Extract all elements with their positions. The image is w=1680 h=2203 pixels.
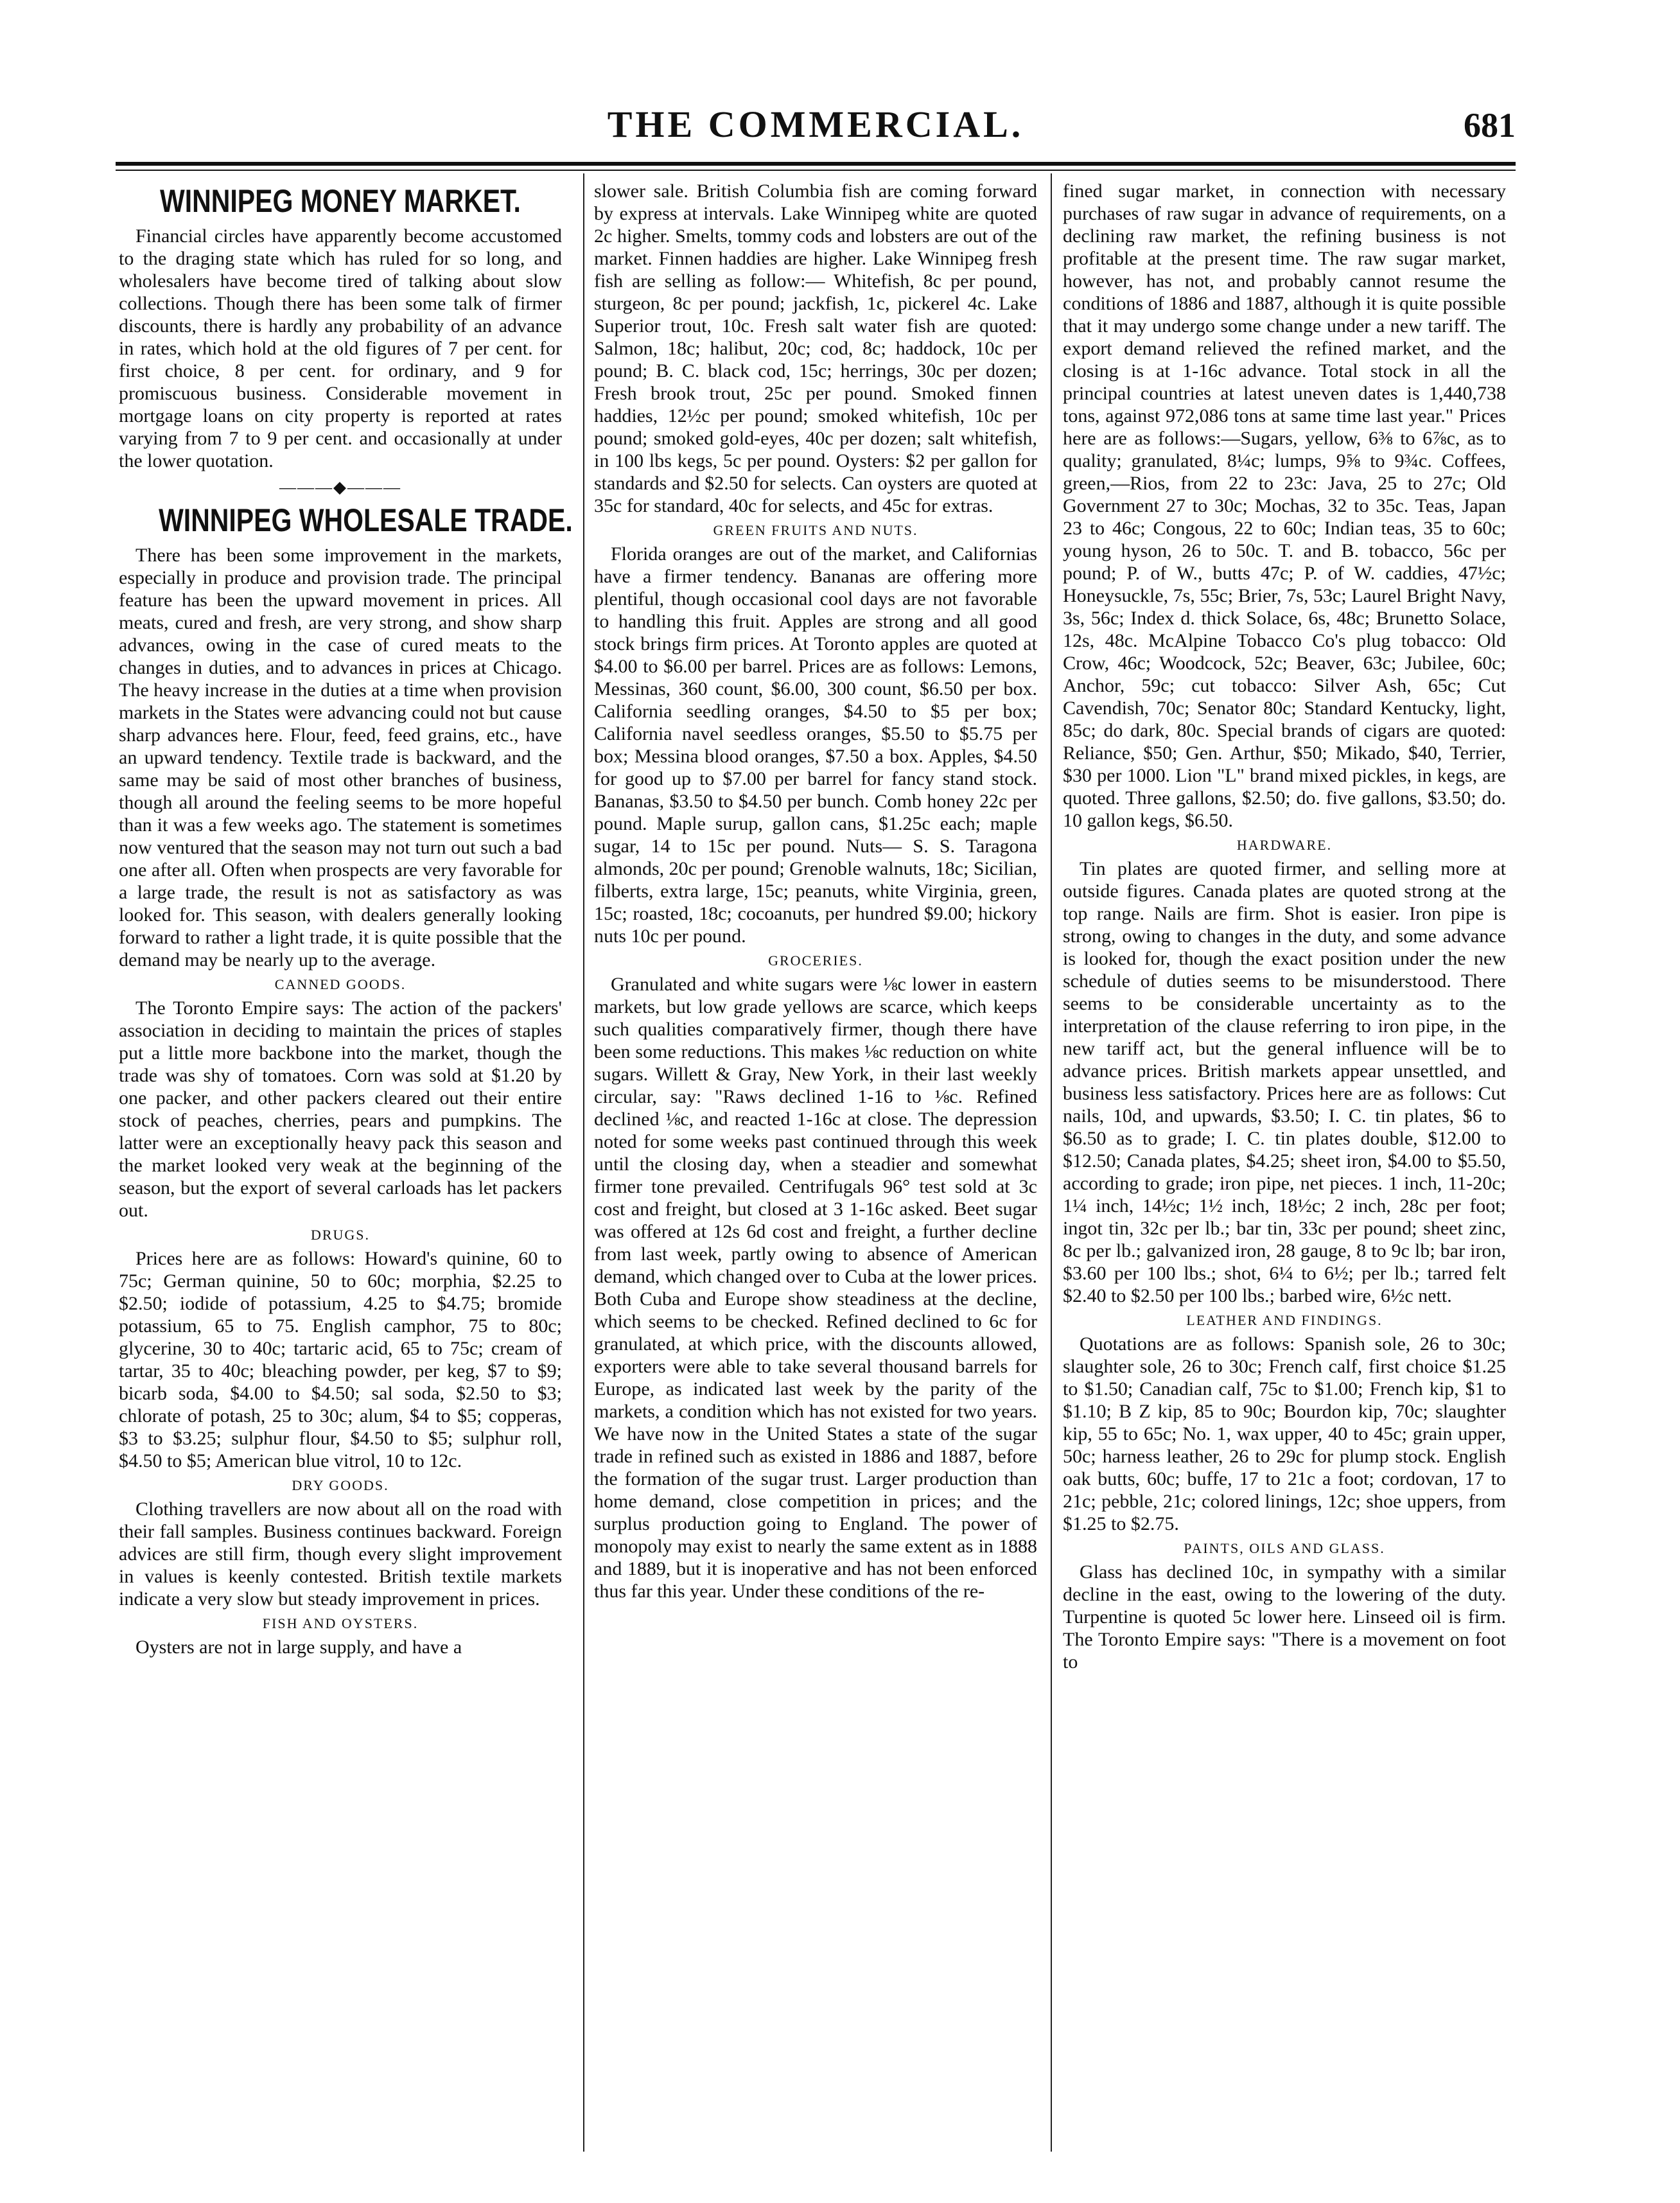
drugs-text: Prices here are as follows: Howard's quinine, 60 to 75c; German quinine, 50 to 60c; morphia, $2.25 to $2.50; iodide of potassium, 4.25 to $4.75; bromide potassium, 65 to 75. English camphor, 75 to 80c; glycerine, 30 to 40c; tartaric acid, 65 to 75c; cream of tartar, 35 to 40c; bleaching powder, per keg, $7 to $9; bicarb soda, $4.00 to $4.50; sal soda, $2.50 to $3; chlorate of potash, 25 to 30c; alum, $4 to $5; copperas, $3 to $3.25; sulphur flour, $4.50 to $5; sulphur roll, $4.50 to $5; American blue vitrol, 10 to 12c. — [119, 1248, 562, 1471]
green-fruits-text: Florida oranges are out of the market, and Californias have a firmer tendency. Bananas are offering more plentiful, though occasional cool days are not favorable to handling this fruit. Apples are strong and all good stock brings firm prices. At Toronto apples are quoted at $4.00 to $6.00 per barrel. Prices are as follows: Lemons, Messinas, 360 count, $6.00, 300 count, $6.50 per box. California seedling oranges, $4.50 to $5 per box; California navel seedless oranges, $5.50 to $5.75 per box; Messina blood oranges, $7.50 a box. Apples, $4.50 for good up to $7.00 per barrel for fancy stand stock. Bananas, $3.50 to $4.50 per bunch. Comb honey 22c per pound. Maple surup, gallon cans, $1.25c each; maple sugar, 14 to 15c per pound. Nuts— S. S. Taragona almonds, 20c per pound; Grenoble walnuts, 18c; Sicilian, filberts, extra large, 15c; peanuts, white Virginia, green, 15c; roasted, 18c; cocoanuts, per hundred $9.00; hickory nuts 10c per pound. — [594, 543, 1037, 947]
groceries-text: Granulated and white sugars were ⅛c lower in eastern markets, but low grade yellows are scarce, which keeps such qualities comparatively firmer, though there have been some reductions. This makes ⅛c reduction on white sugars. Willett & Gray, New York, in their last weekly circular, say: "Raws declined 1-16 to ⅛c. Refined declined ⅛c, and reacted 1-16c at close. The depression noted for some weeks past continued through this week until the closing day, when a steadier and somewhat firmer tone prevailed. Centrifugals 96° test sold at 3c cost and freight, but closed at 3 1-16c asked. Beet sugar was offered at 12s 6d cost and freight, a further decline from last week, partly owing to absence of American demand, which changed over to Cuba at the lower prices. Both Cuba and Europe show steadiness at the decline, which seems to be checked. Refined declined to 6c for granulated, at which price, with the discounts allowed, exporters were able to take several thousand barrels for Europe, as indicated last week by the parity of the markets, a condition which has not existed for two years. We have now in the United States a state of the sugar trade in refined such as existed in 1886 and 1887, before the formation of the sugar trust. Larger production than home demand, close competition in prices; and the surplus production going to England. The power of monopoly may exist to nearly the same extent as in 1888 and 1889, but it is inoperative and has not been enforced thus far this year. Under these conditions of the re- — [594, 974, 1037, 1602]
wholesale-trade-heading: WINNIPEG WHOLESALE TRADE. — [159, 502, 573, 538]
column-2 — [594, 180, 1037, 1602]
column-1 — [119, 180, 573, 1658]
page-number: 681 — [1464, 106, 1516, 145]
masthead — [116, 103, 1516, 154]
paints-oils-glass-heading: PAINTS, OILS AND GLASS. — [1184, 1540, 1385, 1556]
column-3 — [1063, 180, 1506, 1673]
column-divider-1 — [583, 173, 584, 2152]
newspaper-title: THE COMMERCIAL. — [607, 103, 1024, 145]
section-ornament: ———◆——— — [279, 478, 401, 496]
hardware-text: Tin plates are quoted firmer, and selling more at outside figures. Canada plates are quoted strong at the top range. Nails are firm. Shot is easier. Iron pipe is strong, owing to changes in the duty, and some advance is looked for, though the exact position under the new schedule of duties seems to be misunderstood. There seems to be considerable uncertainty as to the interpretation of the clause referring to iron pipe, in the new tariff act, but the general influence will be to advance prices. British markets appear unsettled, and business less satisfactory. Prices here are as follows: Cut nails, 10d, and upwards, $3.50; I. C. tin plates, $6 to $6.50 as to grade; I. C. tin plates double, $12.00 to $12.50; Canada plates, $4.25; sheet iron, $4.00 to $5.50, according to grade; iron pipe, net pieces. 1 inch, 11-20c; 1¼ inch, 14½c; 1½ inch, 18½c; 2 inch, 28c per foot; ingot tin, 32c per lb.; bar tin, 33c per pound; sheet zinc, 8c per lb.; galvanized iron, 28 gauge, 8 to 9c lb; bar iron, $3.60 per 100 lbs.; shot, 6¼ to 6½; per lb.; tarred felt $2.40 to $2.50 per 100 lbs.; barbed wire, 6½c nett. — [1063, 858, 1506, 1306]
canned-goods-text: The Toronto Empire says: The action of the packers' association in deciding to maintain the prices of staples put a little more backbone into the market, though the trade was shy of tomatoes. Corn was sold at $1.20 by one packer, and other packers cleared out their entire stock of peaches, cherries, pears and pumpkins. The latter were an exceptionally heavy pack this season and the market looked very weak at the beginning of the season, but the export of several carloads has let packers out. — [119, 997, 562, 1221]
column-divider-2 — [1051, 173, 1052, 2152]
leather-text: Quotations are as follows: Spanish sole, 26 to 30c; slaughter sole, 26 to 30c; French calf, first choice $1.25 to $1.50; Canadian calf, 75c to $1.00; French kip, $1 to $1.10; B Z kip, 85 to 90c; Bourdon kip, 70c; slaughter kip, 55 to 65c; No. 1, wax upper, 40 to 45c; grain upper, 50c; harness leather, 26 to 29c for plump stock. English oak butts, 60c; buffe, 17 to 21c a foot; cordovan, 17 to 21c; pebble, 21c; colored linings, 12c; shoe uppers, from $1.25 to $2.75. — [1063, 1333, 1506, 1534]
header-rule-thick — [116, 162, 1516, 166]
hardware-heading: HARDWARE. — [1236, 837, 1333, 853]
green-fruits-heading: GREEN FRUITS AND NUTS. — [713, 522, 918, 538]
paints-oils-glass-text: Glass has declined 10c, in sympathy with a similar decline in the east, owing to the lowering of the duty. Turpentine is quoted 5c lower here. Linseed oil is firm. The Toronto Empire says: "There is a movement on foot to — [1063, 1561, 1506, 1672]
groceries-heading: GROCERIES. — [768, 952, 863, 969]
dry-goods-heading: DRY GOODS. — [292, 1477, 389, 1493]
header-rule-thin — [116, 170, 1516, 171]
groceries-continued: fined sugar market, in connection with necessary purchases of raw sugar in advance of requirements, on a declining raw market, the refining business is not profitable at the present time. The raw sugar market, however, has not, and probably cannot resume the conditions of 1886 and 1887, although it is quite possible that it may undergo some change under a new tariff. The export demand relieved the refined market, and the closing is at 1-16c advance. Total stock in all the principal countries at latest uneven dates is 1,440,738 tons, against 972,086 tons at same time last year." Prices here are as follows:—Sugars, yellow, 6⅜ to 6⅞c, as to quality; granulated, 8¼c; lumps, 9⅝ to 9¾c. Coffees, green,—Rios, from 22 to 23c: Java, 25 to 27c; Old Government 27 to 30c; Mochas, 32 to 35c. Teas, Japan 23 to 46c; Congous, 22 to 60c; Indian teas, 35 to 60c; young hyson, 26 to 50c. T. and B. tobacco, 56c per pound; P. of W., butts 47c; P. of W. caddies, 47½c; Honeysuckle, 7s, 55c; Brier, 7s, 53c; Laurel Bright Navy, 3s, 56c; Index d. thick Solace, 6s, 48c; Brunetto Solace, 12s, 48c. McAlpine Tobacco Co's plug tobacco: Old Crow, 46c; Woodcock, 52c; Beaver, 63c; Jubilee, 60c; Anchor, 59c; cut tobacco: Silver Ash, 65c; Cut Cavendish, 70c; Senator 80c; Standard Kentucky, light, 85c; do dark, 80c. Special brands of cigars are quoted: Reliance, $50; Gen. Arthur, $50; Mikado, $40, Terrier, $30 per 1000. Lion "L" brand mixed pickles, in kegs, are quoted. Three gallons, $2.50; do. five gallons, $3.50; do. 10 gallon kegs, $6.50. — [1063, 180, 1506, 831]
fish-oysters-continued: slower sale. British Columbia fish are coming forward by express at intervals. Lake Winnipeg white are quoted 2c higher. Smelts, tommy cods and lobsters are out of the market. Finnen haddies are higher. Lake Winnipeg fresh fish are selling as follow:— Whitefish, 8c per pound, sturgeon, 8c per pound; jackfish, 1c, pickerel 4c. Lake Superior trout, 10c. Fresh salt water fish are quoted: Salmon, 18c; halibut, 20c; cod, 8c; haddock, 10c per pound; B. C. black cod, 15c; herrings, 30c per dozen; Fresh brook trout, 25c per pound. Smoked finnen haddies, 12½c per pound; smoked whitefish, 10c per pound; smoked gold-eyes, 40c per dozen; salt whitefish, in 100 lbs kegs, 5c per pound. Oysters: $2 per gallon for standards and $2.50 for selects. Can oysters are quoted at 35c for standard, 40c for selects, and 45c for extras. — [594, 180, 1037, 516]
money-market-text: Financial circles have apparently become accustomed to the draging state which has ruled for so long, and wholesalers have become tired of talking about slow collections. Though there has been some talk of firmer discounts, there is hardly any probability of an advance in rates, which hold at the old figures of 7 per cent. for first choice, 8 per cent. for ordinary, and 9 for promiscuous business. Considerable movement in mortgage loans on city property is reported at rates varying from 7 to 9 per cent. and occasionally at under the lower quotation. — [119, 225, 562, 471]
canned-goods-heading: CANNED GOODS. — [274, 976, 407, 992]
money-market-heading: WINNIPEG MONEY MARKET. — [160, 183, 521, 219]
fish-oysters-text: Oysters are not in large supply, and have a — [136, 1637, 462, 1658]
wholesale-trade-text: There has been some improvement in the markets, especially in produce and provision trade. The principal feature has been the upward movement in prices. All meats, cured and fresh, are very strong, and show sharp advances, owing in the case of cured meats to the changes in duties, and to advances in prices at Chicago. The heavy increase in the duties at a time when provision markets in the States were advancing could not but cause sharp advances here. Flour, feed, feed grains, etc., have an upward tendency. Textile trade is backward, and the same may be said of most other branches of business, though all around the feeling seems to be more hopeful than it was a few weeks ago. The statement is sometimes now ventured that the season may not turn out such a bad one after all. Often when prospects are very favorable for a large trade, the result is not as satisfactory as was looked for. This season, with dealers generally looking forward to rather a light trade, it is quite possible that the demand may be nearly up to the average. — [119, 545, 562, 970]
fish-oysters-heading: FISH AND OYSTERS. — [262, 1615, 419, 1631]
drugs-heading: DRUGS. — [310, 1227, 371, 1243]
dry-goods-text: Clothing travellers are now about all on the road with their fall samples. Business continues backward. Foreign advices are still firm, though every slight improvement in values is keenly contested. British textile markets indicate a very slow but steady improvement in prices. — [119, 1498, 562, 1610]
leather-heading: LEATHER AND FINDINGS. — [1186, 1312, 1383, 1328]
